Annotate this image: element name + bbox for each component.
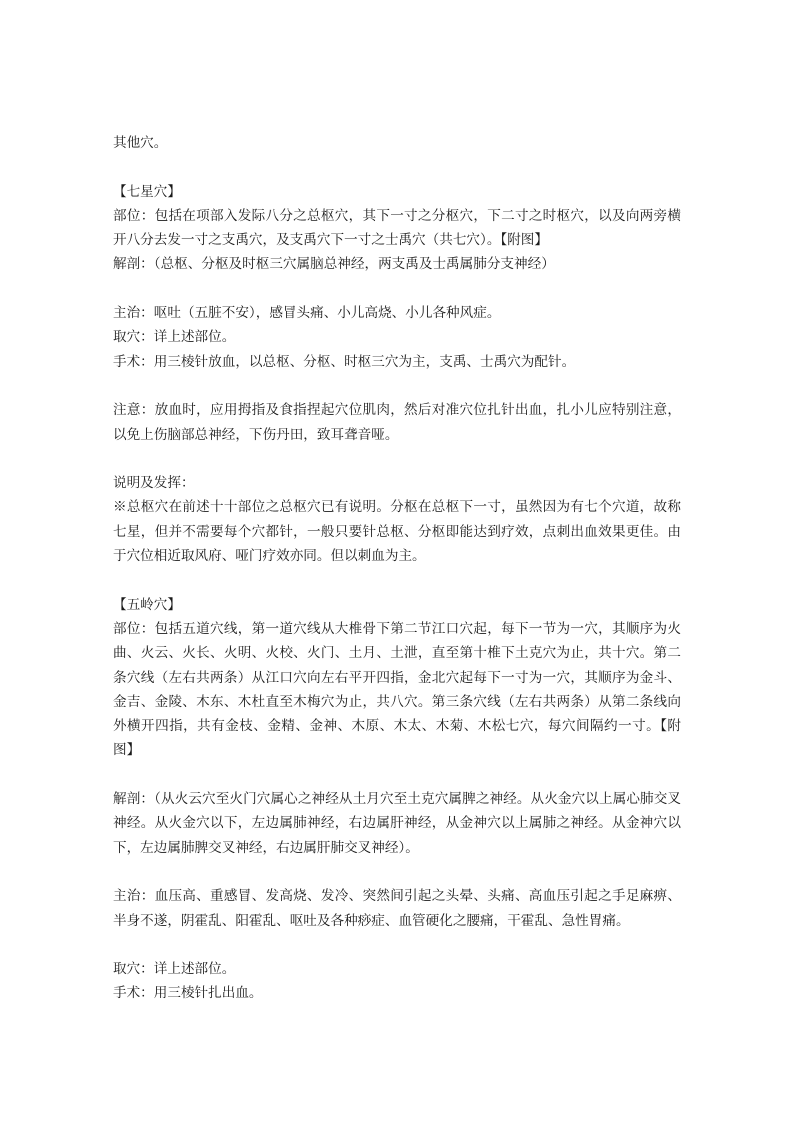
qixing-section bbox=[113, 180, 681, 569]
spacer bbox=[113, 374, 681, 398]
technique-text: 手术：用三棱针放血，以总枢、分枢、时枢三穴为主，支禹、士禹穴为配针。 bbox=[113, 353, 576, 370]
document-body bbox=[113, 131, 681, 1006]
spacer bbox=[113, 277, 681, 301]
point-taking-text: 取穴：详上述部位。 bbox=[113, 961, 236, 978]
explanation-title: 说明及发挥： bbox=[113, 475, 195, 492]
section-heading: 【五岭穴】 bbox=[113, 596, 181, 613]
intro-text: 其他穴。 bbox=[113, 135, 168, 151]
spacer bbox=[113, 763, 681, 787]
section-heading: 【七星穴】 bbox=[113, 183, 181, 200]
spacer bbox=[113, 568, 681, 592]
point-taking-text: 取穴：详上述部位。 bbox=[113, 329, 236, 346]
indications-text: 主治：血压高、重感冒、发高烧、发冷、突然间引起之头晕、头痛、高血压引起之手足麻痹、半身不遂，阴霍乱、阳霍乱、呕吐及各种痧症、血管硬化之腰痛，干霍乱、急性胃痛。 bbox=[113, 888, 681, 929]
explanation-text: ※总枢穴在前述十十部位之总枢穴已有说明。分枢在总枢下一寸，虽然因为有七个穴道，故称七星，但并不需要每个穴都针，一般只要针总枢、分枢即能达到疗效，点刺出血效果更佳。由于穴位相近取风府、哑门疗效亦同。但以刺血为主。 bbox=[113, 499, 681, 565]
wuling-section bbox=[113, 593, 681, 1006]
indications-text: 主治：呕吐（五脏不安），感冒头痛、小儿高烧、小儿各种风症。 bbox=[113, 305, 501, 322]
anatomy-text: 解剖：（从火云穴至火门穴属心之神经从土月穴至土克穴属脾之神经。从火金穴以上属心肺交叉神经。从火金穴以下，左边属肺神经，右边属肝神经，从金神穴以上属肺之神经。从金神穴以下，左边属肺脾交叉神经，右边属肝肺交叉神经）。 bbox=[113, 791, 681, 856]
caution-text: 注意：放血时，应用拇指及食指捏起穴位肌肉，然后对准穴位扎针出血，扎小儿应特别注意，以免上伤脑部总神经，下伤丹田，致耳聋音哑。 bbox=[113, 402, 681, 443]
anatomy-text: 解剖：（总枢、分枢及时枢三穴属脑总神经，两支禹及士禹属肺分支神经） bbox=[113, 256, 555, 273]
location-text: 部位：包括在项部入发际八分之总枢穴，其下一寸之分枢穴，下二寸之时枢穴，以及向两旁横开八分去发一寸之支禹穴，及支禹穴下一寸之士禹穴（共七穴）。【附图】 bbox=[113, 207, 681, 249]
spacer bbox=[113, 447, 681, 471]
spacer bbox=[113, 860, 681, 884]
spacer bbox=[113, 933, 681, 957]
spacer bbox=[113, 155, 681, 179]
technique-text: 手术：用三棱针扎出血。 bbox=[113, 985, 263, 1002]
location-text: 部位：包括五道穴线，第一道穴线从大椎骨下第二节江口穴起，每下一节为一穴，其顺序为火曲、火云、火长、火明、火校、火门、土月、土泄，直至第十椎下土克穴为止，共十穴。第二条穴线（左右共两条）从江口穴向左右平开四指，金北穴起每下一寸为一穴，其顺序为金斗、金吉、金陵、木东、木杜直至木梅穴为止，共八穴。第三条穴线（左右共两条）从第二条线向外横开四指，共有金枝、金精、金神、木原、木太、木菊、木松七穴，每穴间隔约一寸。【附图】 bbox=[113, 620, 681, 759]
